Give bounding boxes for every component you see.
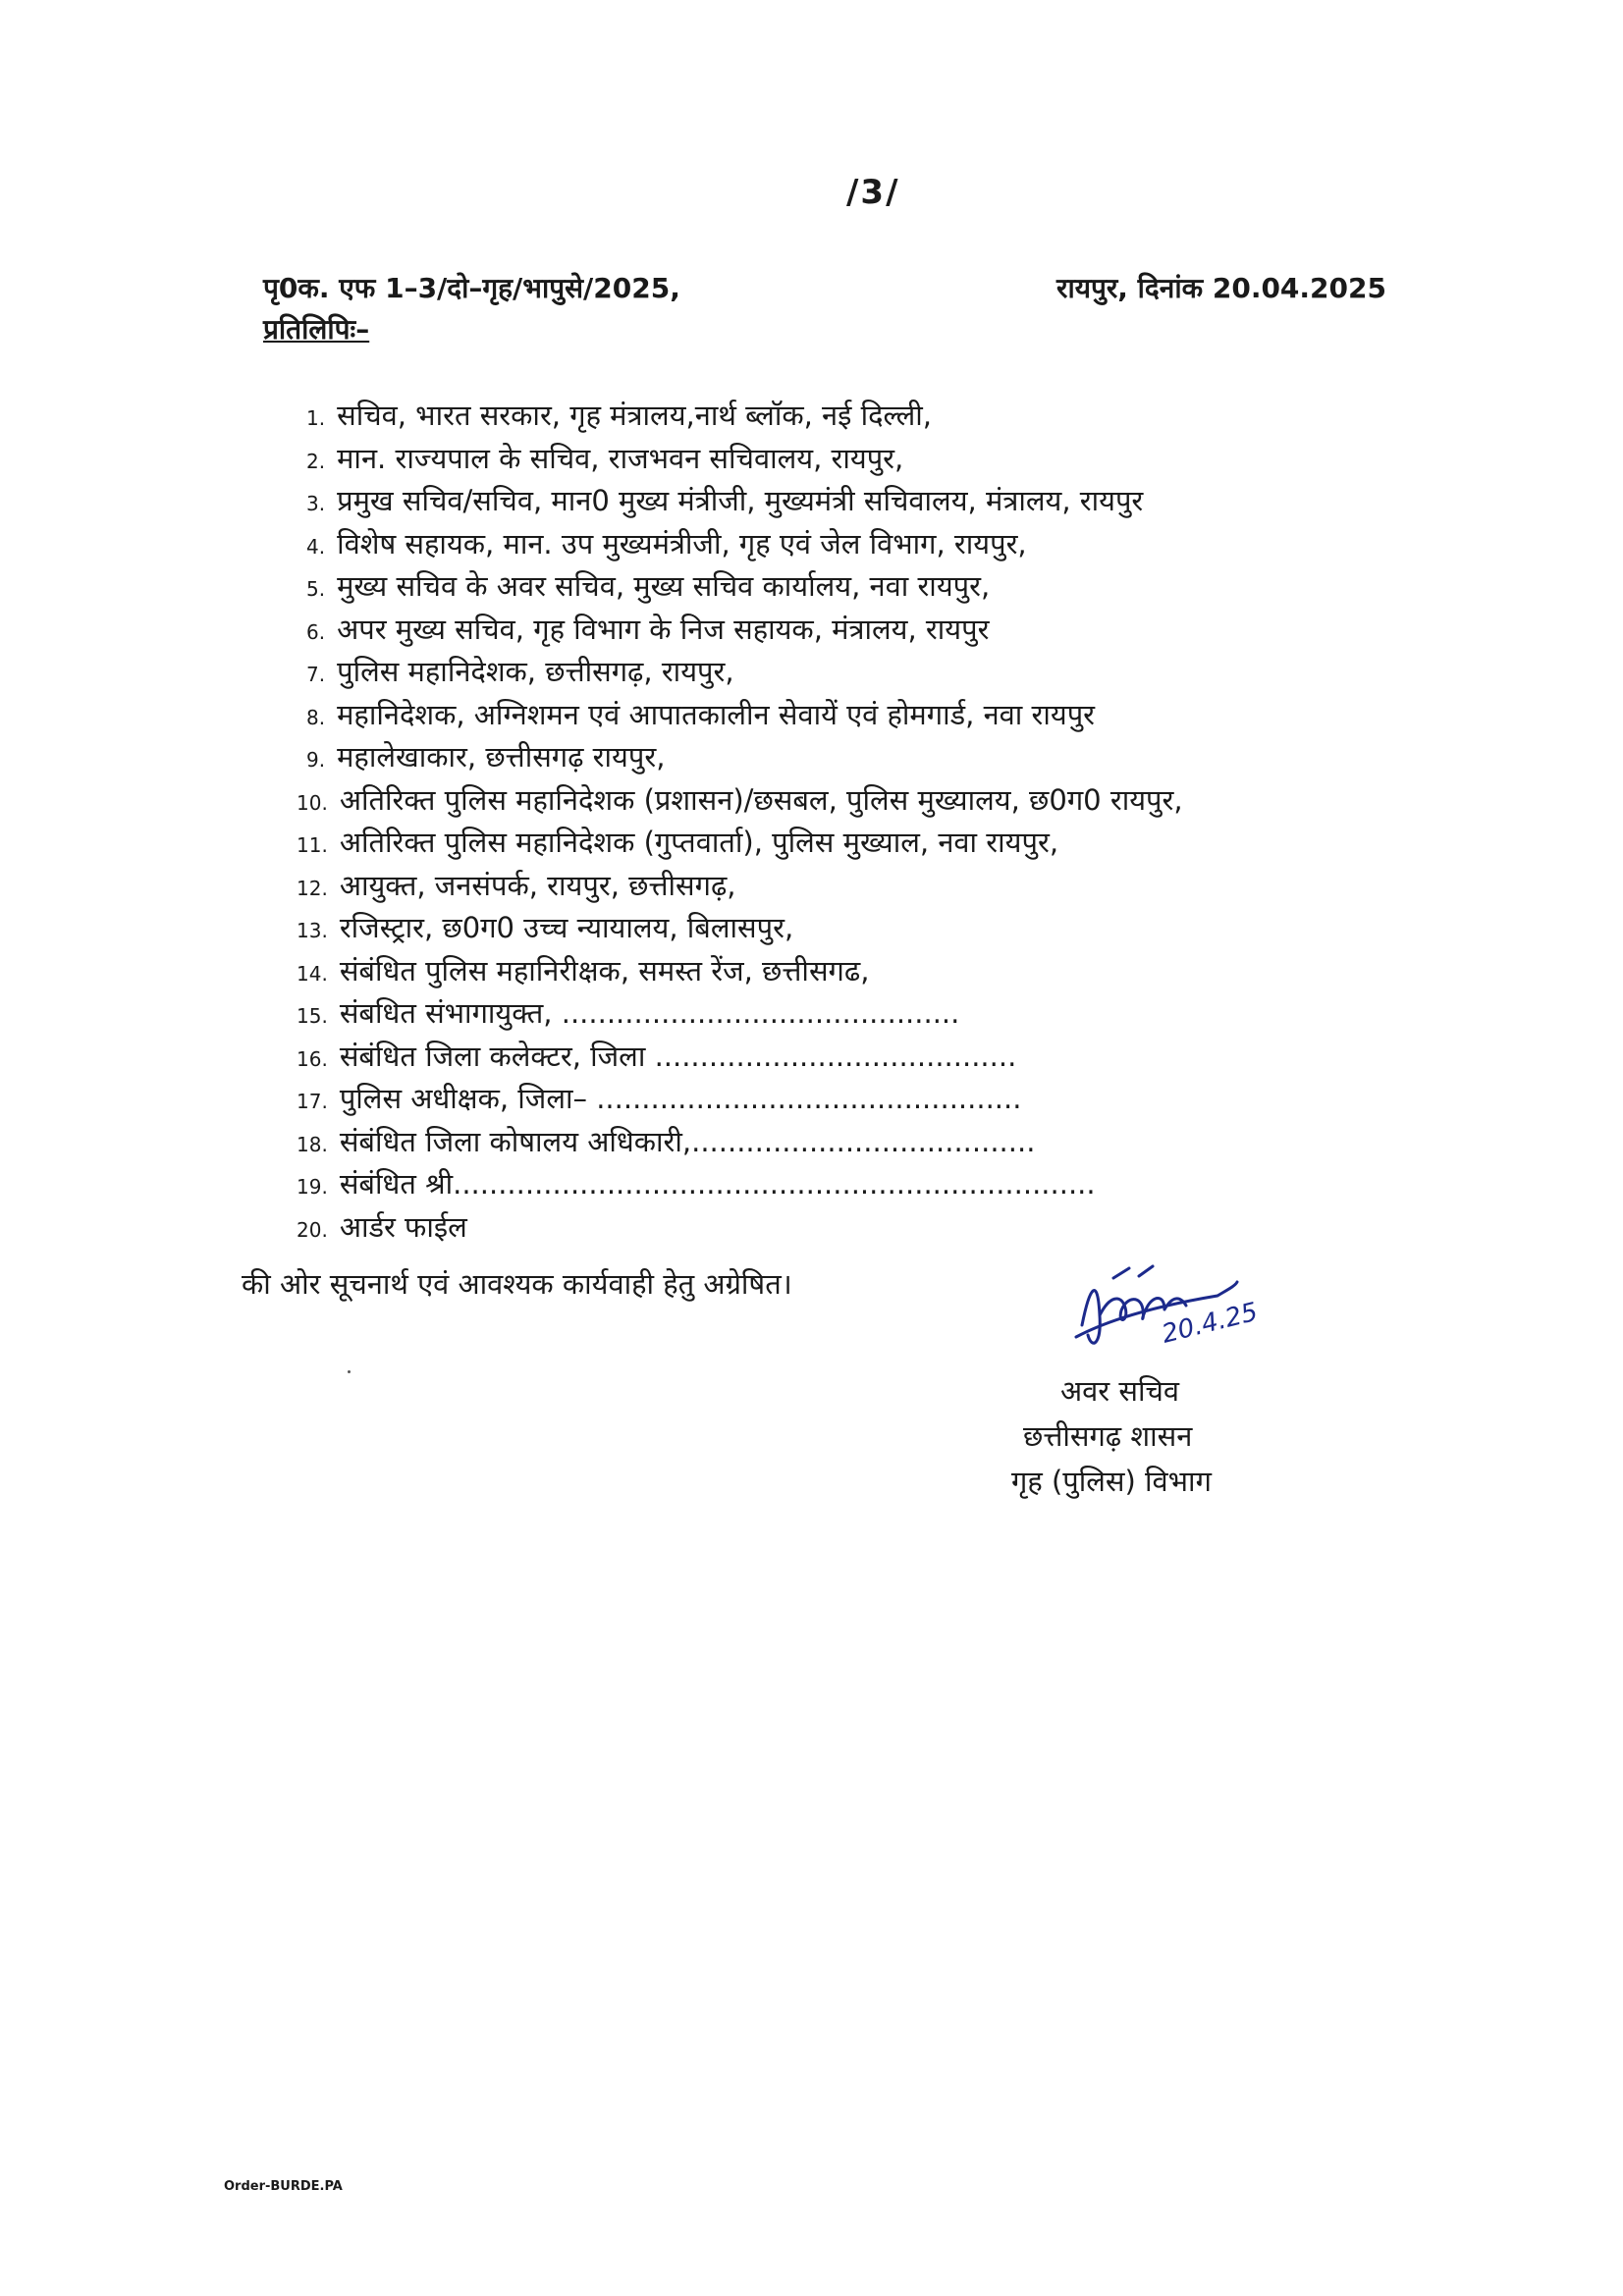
list-item-text: पुलिस अधीक्षक, जिला– ...............................................	[339, 1082, 1022, 1115]
signatory-designation: अवर सचिव	[1060, 1374, 1180, 1408]
list-item	[297, 1037, 1016, 1079]
list-item	[297, 823, 1058, 865]
scan-speck	[348, 1370, 351, 1373]
list-item-number: 3.	[306, 492, 326, 515]
signatory-department: गृह (पुलिस) विभाग	[1011, 1465, 1212, 1498]
list-item-number: 2.	[306, 449, 326, 473]
list-item-number: 18.	[297, 1132, 328, 1156]
list-item-number: 14.	[297, 961, 328, 986]
list-item-text: महालेखाकार, छत्तीसगढ़ रायपुर,	[337, 740, 666, 774]
list-item-number: 16.	[297, 1046, 328, 1071]
list-item	[297, 908, 793, 950]
list-item-text: संबधित संभागायुक्त, ............................................	[339, 996, 960, 1030]
list-item-text: आयुक्त, जनसंपर्क, रायपुर, छत्तीसगढ़,	[339, 868, 736, 902]
list-item-text: अपर मुख्य सचिव, गृह विभाग के निज सहायक, मंत्रालय, रायपुर	[337, 612, 990, 646]
signature-date: 20.4.25	[1159, 1297, 1261, 1350]
signatory-government: छत्तीसगढ़ शासन	[1023, 1419, 1193, 1453]
list-item-text: विशेष सहायक, मान. उप मुख्यमंत्रीजी, गृह एवं जेल विभाग, रायपुर,	[337, 526, 1027, 561]
page-number: /3/	[846, 173, 900, 212]
list-item-number: 20.	[297, 1217, 328, 1242]
list-item-text: अतिरिक्त पुलिस महानिदेशक (प्रशासन)/छसबल, पुलिस मुख्यालय, छ0ग0 रायपुर,	[339, 782, 1183, 817]
list-item	[306, 524, 1027, 566]
list-item	[297, 993, 959, 1036]
footer-code: Order-BURDE.PA	[224, 2179, 343, 2194]
list-item-text: संबंधित श्री.......................................................................	[339, 1167, 1096, 1201]
list-item-text: प्रमुख सचिव/सचिव, मान0 मुख्य मंत्रीजी, मुख्यमंत्री सचिवालय, मंत्रालय, रायपुर	[337, 484, 1144, 517]
list-item	[306, 481, 1143, 523]
list-item	[306, 652, 734, 694]
list-item-text: अतिरिक्त पुलिस महानिदेशक (गुप्तवार्ता), पुलिस मुख्याल, नवा रायपुर,	[339, 826, 1059, 859]
list-item-number: 7.	[306, 663, 326, 686]
list-item-text: संबंधित जिला कोषालय अधिकारी,......................................	[339, 1124, 1036, 1158]
list-item-text: मान. राज्यपाल के सचिव, राजभवन सचिवालय, रायपुर,	[337, 441, 904, 475]
list-item-text: रजिस्ट्रार, छ0ग0 उच्च न्यायालय, बिलासपुर,	[339, 911, 794, 944]
list-item-text: पुलिस महानिदेशक, छत्तीसगढ़, रायपुर,	[337, 655, 734, 688]
list-item	[297, 1164, 1096, 1206]
list-item	[297, 1122, 1035, 1164]
list-item	[306, 566, 990, 609]
list-item-text: संबंधित पुलिस महानिरीक्षक, समस्त रेंज, छत्तीसगढ,	[339, 953, 870, 988]
list-item-number: 5.	[306, 577, 326, 601]
list-item-text: संबंधित जिला कलेक्टर, जिला ........................................	[339, 1039, 1017, 1073]
list-item	[306, 695, 1095, 737]
list-item-number: 8.	[306, 705, 326, 729]
list-item-number: 12.	[297, 876, 328, 900]
reference-number: पृ0क. एफ 1–3/दो–गृह/भापुसे/2025,	[263, 272, 680, 304]
list-item-number: 9.	[306, 748, 326, 772]
list-item	[306, 610, 989, 652]
list-item-number: 4.	[306, 534, 326, 559]
list-item	[306, 737, 665, 779]
list-item-text: महानिदेशक, अग्निशमन एवं आपातकालीन सेवायें एवं होमगार्ड, नवा रायपुर	[337, 697, 1096, 731]
list-item	[297, 951, 869, 993]
list-item	[306, 396, 932, 438]
copy-heading: प्रतिलिपिः–	[263, 313, 370, 346]
list-item-number: 13.	[297, 919, 328, 942]
list-item-number: 17.	[297, 1090, 328, 1113]
list-item	[297, 780, 1183, 823]
list-item	[297, 1207, 467, 1250]
list-item	[297, 866, 736, 908]
list-item-number: 1.	[306, 406, 326, 430]
list-item-text: मुख्य सचिव के अवर सचिव, मुख्य सचिव कार्यालय, नवा रायपुर,	[337, 569, 991, 603]
list-item-text: सचिव, भारत सरकार, गृह मंत्रालय,नार्थ ब्लॉक, नई दिल्ली,	[337, 399, 932, 432]
list-item-text: आर्डर फाईल	[339, 1209, 467, 1244]
place-date: रायपुर, दिनांक 20.04.2025	[1056, 272, 1386, 304]
list-item	[306, 439, 903, 481]
list-item-number: 15.	[297, 1004, 328, 1028]
closing-text: की ओर सूचनार्थ एवं आवश्यक कार्यवाही हेतु अग्रेषित।	[242, 1267, 792, 1301]
list-item-number: 10.	[297, 790, 328, 815]
list-item-number: 19.	[297, 1175, 328, 1199]
list-item-number: 11.	[297, 833, 328, 857]
list-item	[297, 1079, 1021, 1121]
signature	[1070, 1256, 1296, 1364]
list-item-number: 6.	[306, 619, 326, 644]
